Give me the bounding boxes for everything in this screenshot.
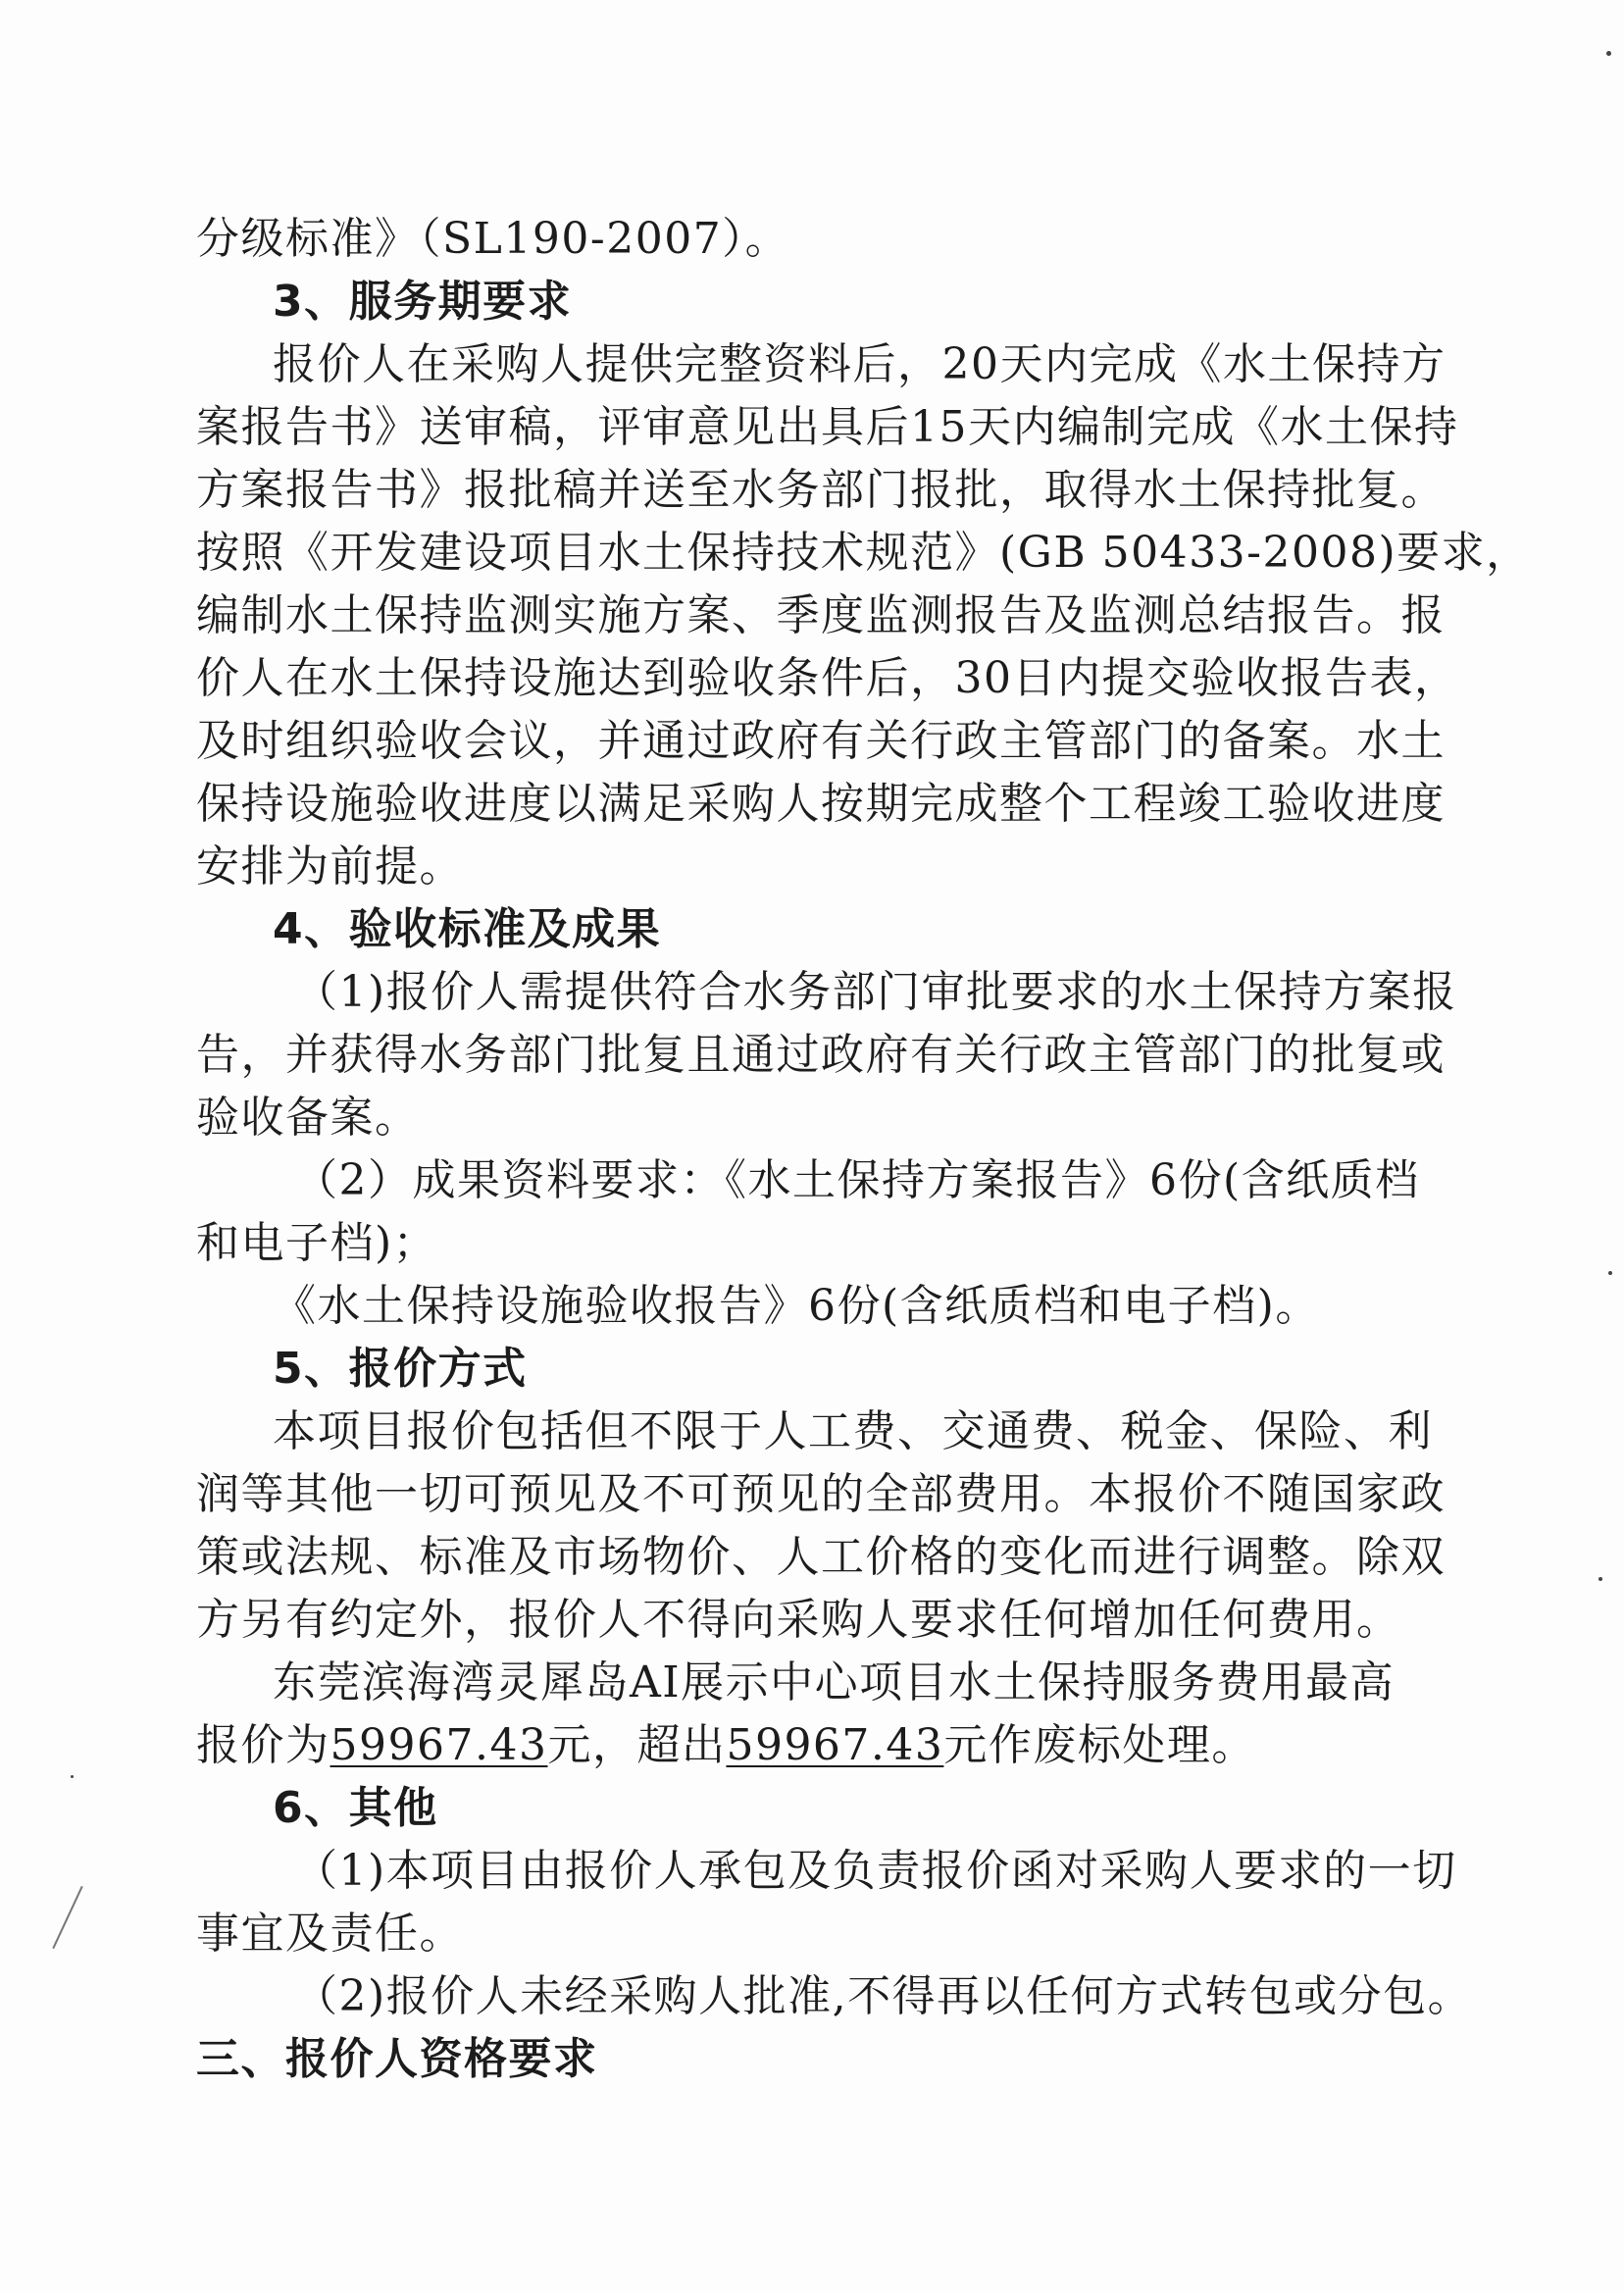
text-line: 方另有约定外，报价人不得向采购人要求任何增加任何费用。 [196, 1595, 1401, 1645]
text-line: 安排为前提。 [196, 841, 464, 892]
text-line: 告，并获得水务部门批复且通过政府有关行政主管部门的批复或 [196, 1030, 1446, 1080]
text-line: 润等其他一切可预见及不可预见的全部费用。本报价不随国家政 [196, 1469, 1446, 1519]
text-line: （1)报价人需提供符合水务部门审批要求的水土保持方案报 [294, 967, 1457, 1017]
section-heading-pricing: 5、报价方式 [273, 1344, 528, 1394]
text-line: 报价人在采购人提供完整资料后，20天内完成《水土保持方 [273, 339, 1446, 389]
text-line: 分级标准》（SL190-2007）。 [196, 214, 790, 264]
text-line: 方案报告书》报批稿并送至水务部门报批，取得水土保持批复。 [196, 465, 1446, 515]
price-middle: 元，超出 [547, 1720, 727, 1770]
chapter-heading-qualification: 三、报价人资格要求 [196, 2034, 598, 2084]
section-heading-other: 6、其他 [273, 1783, 438, 1833]
price-suffix: 元作废标处理。 [943, 1720, 1256, 1770]
text-line: 事宜及责任。 [196, 1909, 464, 1959]
text-line: 编制水土保持监测实施方案、季度监测报告及监测总结报告。报 [196, 590, 1446, 640]
max-price-amount: 59967.43 [330, 1720, 548, 1770]
text-line: （2)报价人未经采购人批准,不得再以任何方式转包或分包。 [294, 1971, 1473, 2021]
price-line [196, 1714, 1412, 1777]
text-line: 及时组织验收会议，并通过政府有关行政主管部门的备案。水土 [196, 716, 1446, 766]
scan-speck [71, 1775, 74, 1778]
section-heading-service-period: 3、服务期要求 [273, 277, 573, 327]
text-line: 东莞滨海湾灵犀岛AI展示中心项目水土保持服务费用最高 [273, 1657, 1396, 1707]
text-line: 和电子档)； [196, 1218, 438, 1268]
text-line: 本项目报价包括但不限于人工费、交通费、税金、保险、利 [273, 1406, 1433, 1456]
text-line: 价人在水土保持设施达到验收条件后，30日内提交验收报告表， [196, 653, 1459, 703]
section-heading-acceptance: 4、验收标准及成果 [273, 904, 662, 954]
text-line: 验收备案。 [196, 1093, 420, 1143]
scan-speck [1606, 51, 1611, 56]
text-line: 《水土保持设施验收报告》6份(含纸质档和电子档)。 [273, 1281, 1320, 1331]
scan-speck [1608, 1271, 1612, 1275]
text-line: 案报告书》送审稿，评审意见出具后15天内编制完成《水土保持 [196, 402, 1459, 452]
scan-speck [1599, 1577, 1602, 1581]
text-line: （1)本项目由报价人承包及负责报价函对采购人要求的一切 [294, 1846, 1457, 1896]
scan-scratch [52, 1886, 82, 1949]
text-line: 策或法规、标准及市场物价、人工价格的变化而进行调整。除双 [196, 1532, 1446, 1582]
text-line: 按照《开发建设项目水土保持技术规范》(GB 50433-2008)要求， [196, 528, 1531, 578]
price-prefix: 报价为 [196, 1720, 330, 1770]
text-line: 保持设施验收进度以满足采购人按期完成整个工程竣工验收进度 [196, 779, 1446, 829]
text-line: （2）成果资料要求：《水土保持方案报告》6份(含纸质档 [294, 1155, 1420, 1205]
reject-price-amount: 59967.43 [726, 1720, 944, 1770]
